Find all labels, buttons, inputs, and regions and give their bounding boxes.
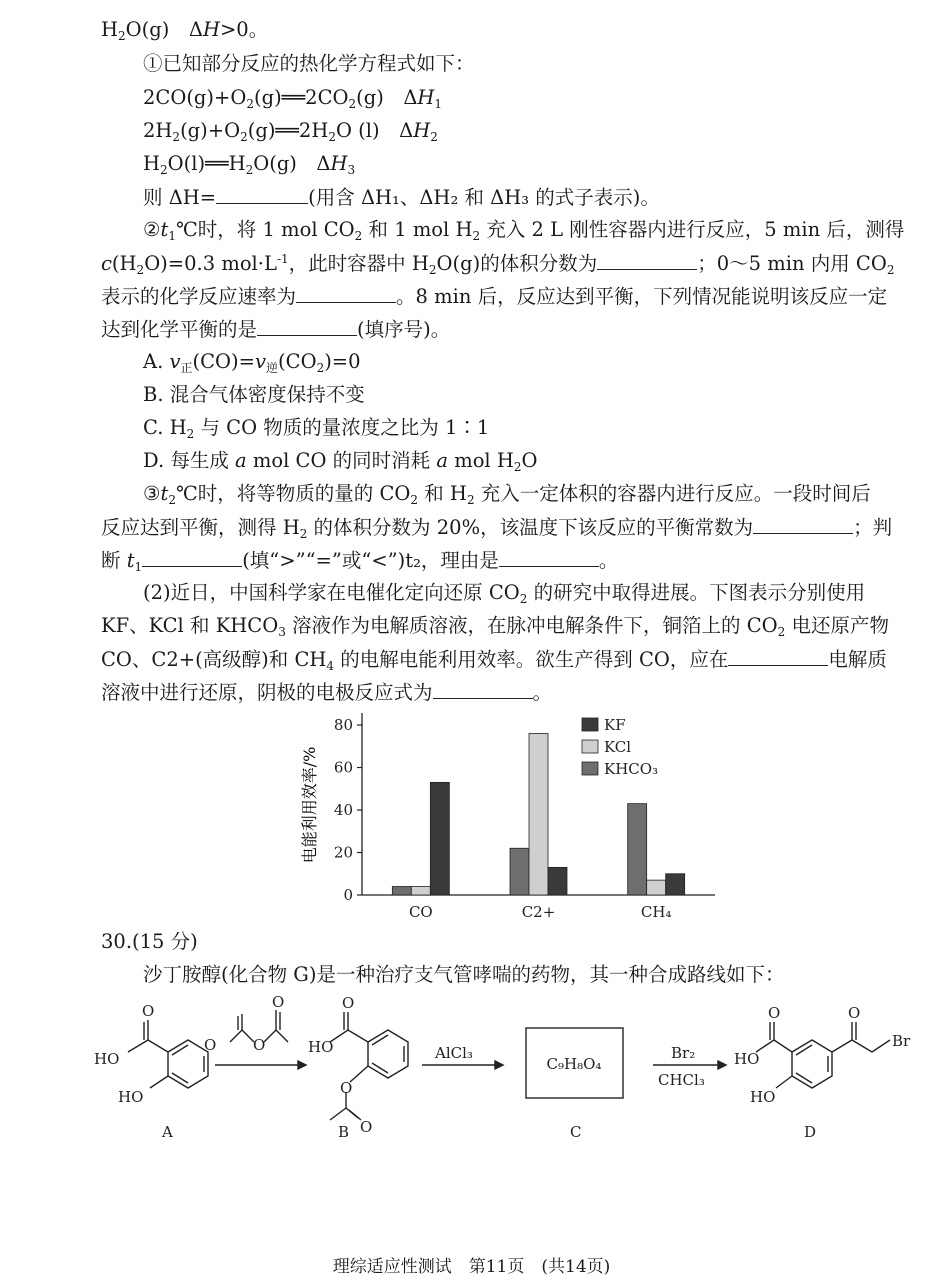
ho-label: HO bbox=[118, 1088, 144, 1106]
synthesis-scheme bbox=[80, 990, 920, 1150]
question-30-number: 30.(15 分) bbox=[101, 930, 198, 953]
subq1-intro: ①已知部分反应的热化学方程式如下： bbox=[143, 52, 475, 75]
y-tick-label: 40 bbox=[333, 801, 353, 819]
reagent-alcl3: AlCl₃ bbox=[435, 1044, 473, 1062]
line-continuation: $H_2O(g)$ ΔH>0。 bbox=[101, 18, 269, 43]
answer-blank[interactable] bbox=[142, 548, 242, 567]
compound-d-label: D bbox=[804, 1123, 817, 1141]
ho-label: HO bbox=[308, 1038, 334, 1056]
answer-blank[interactable] bbox=[296, 284, 396, 303]
legend-swatch bbox=[582, 762, 598, 775]
answer-blank[interactable] bbox=[499, 548, 599, 567]
y-axis-label: 电能利用效率/% bbox=[300, 746, 319, 864]
answer-blank[interactable] bbox=[753, 515, 853, 534]
o-label: O bbox=[253, 1036, 266, 1054]
bar-KCl-CO bbox=[411, 887, 430, 896]
legend-swatch bbox=[582, 740, 598, 753]
br-label: Br bbox=[892, 1032, 911, 1050]
bar-KCl-CH₄ bbox=[647, 880, 666, 895]
subq3-line3: 断 $t_1$ (填“>”“=”或“<”)t₂，理由是 。 bbox=[101, 549, 619, 574]
o-label: O bbox=[204, 1036, 217, 1054]
compound-b bbox=[308, 994, 408, 1141]
answer-blank[interactable] bbox=[216, 185, 308, 204]
answer-blank[interactable] bbox=[433, 680, 533, 699]
compound-b-label: B bbox=[338, 1123, 350, 1141]
bar-KHCO₃-C2+ bbox=[510, 848, 529, 895]
option-c: C. $H_2$ 与 CO 物质的量浓度之比为 1∶1 bbox=[143, 416, 490, 441]
o-label: O bbox=[848, 1004, 861, 1022]
equation-1: $2CO(g)+O_2(g)══2CO_2(g)$ $\Delta H_1$ bbox=[143, 86, 443, 111]
y-tick-label: 20 bbox=[333, 843, 353, 862]
x-tick-label: CO bbox=[408, 903, 433, 921]
compound-d bbox=[734, 1004, 911, 1141]
answer-blank[interactable] bbox=[597, 251, 697, 270]
o-label: O bbox=[142, 1002, 155, 1020]
option-d: D. 每生成 a mol CO 的同时消耗 a mol $H_2O$ bbox=[143, 449, 538, 474]
o-label: O bbox=[340, 1079, 353, 1097]
equation-3: $H_2O(l)══H_2O(g)$ $\Delta H_3$ bbox=[143, 152, 356, 177]
part2-line4: 溶液中进行还原，阴极的电极反应式为 。 bbox=[101, 681, 553, 704]
equation-2: $2H_2(g)+O_2(g)══2H_2O$ (l) $\Delta H_2$ bbox=[143, 119, 438, 144]
o-label: O bbox=[272, 993, 285, 1011]
o-label: O bbox=[768, 1004, 781, 1022]
compound-a-label: A bbox=[162, 1123, 173, 1141]
answer-blank[interactable] bbox=[728, 647, 828, 666]
subq2-line2: $c(H_2O)=0.3$ $mol\cdot L^{-1}$，此时容器中 $H_2O(g)$的体积分数为 ；0～5 min 内用 $CO_2$ bbox=[101, 252, 895, 277]
legend-label: KF bbox=[604, 716, 626, 734]
legend-label: KCl bbox=[604, 738, 632, 756]
subq3-line1: $③t_2℃$时，将等物质的量的 $CO_2$ 和 $H_2$ 充入一定体积的容器内进行反应。一段时间后 bbox=[143, 482, 871, 507]
legend-swatch bbox=[582, 718, 598, 731]
option-a: A. $v_正(CO)=v_逆(CO_2)=0$ bbox=[143, 350, 361, 375]
compound-c-label: C bbox=[570, 1123, 582, 1141]
x-tick-label: C2+ bbox=[521, 903, 556, 921]
page-footer: 理综适应性测试 第11页 (共14页) bbox=[332, 1257, 611, 1277]
efficiency-bar-chart bbox=[290, 705, 730, 925]
line-deltaH: 则 ΔH= (用含 ΔH₁、ΔH₂ 和 ΔH₃ 的式子表示)。 bbox=[143, 186, 660, 209]
compound-a bbox=[94, 1002, 208, 1141]
reagent-br2: Br₂ bbox=[671, 1044, 696, 1062]
answer-blank[interactable] bbox=[257, 317, 357, 336]
bar-KHCO₃-CH₄ bbox=[628, 804, 647, 895]
subq2-line1: $②t_1℃$时，将 1 mol $CO_2$ 和 1 mol $H_2$ 充入 2 L 刚性容器内进行反应，5 min 后，测得 bbox=[143, 218, 905, 243]
legend-label: KHCO₃ bbox=[604, 760, 659, 778]
bar-KF-CH₄ bbox=[666, 874, 685, 895]
bar-KF-C2+ bbox=[548, 867, 567, 895]
ho-label: HO bbox=[750, 1088, 776, 1106]
part2-line3: CO、C2+(高级醇)和 $CH_4$ 的电解电能利用效率。欲生产得到 CO，应在 电解质 bbox=[101, 648, 887, 673]
part2-line1: (2)近日，中国科学家在电催化定向还原 $CO_2$ 的研究中取得进展。下图表示分别使用 bbox=[143, 581, 866, 606]
acetic-anhydride bbox=[204, 993, 288, 1054]
part2-line2: KF、KCl 和 $KHCO_3$ 溶液作为电解质溶液，在脉冲电解条件下，铜箔上的 $CO_2$ 电还原产物 bbox=[101, 614, 889, 639]
x-tick-label: CH₄ bbox=[640, 903, 672, 921]
bar-KHCO₃-CO bbox=[392, 887, 411, 896]
bar-KCl-C2+ bbox=[529, 734, 548, 896]
ho-label: HO bbox=[734, 1050, 760, 1068]
compound-c-formula: C₉H₈O₄ bbox=[546, 1055, 602, 1073]
o-label: O bbox=[342, 994, 355, 1012]
reagent-chcl3: CHCl₃ bbox=[658, 1071, 705, 1089]
subq2-line3: 表示的化学反应速率为 。8 min 后，反应达到平衡，下列情况能说明该反应一定 bbox=[101, 285, 888, 308]
ho-label: HO bbox=[94, 1050, 120, 1068]
subq3-line2: 反应达到平衡，测得 $H_2$ 的体积分数为 20%，该温度下该反应的平衡常数为 ；判 bbox=[101, 516, 893, 541]
bar-KF-CO bbox=[430, 782, 449, 895]
subq2-line4: 达到化学平衡的是 (填序号)。 bbox=[101, 318, 451, 341]
y-tick-label: 80 bbox=[333, 716, 353, 734]
o-label: O bbox=[360, 1118, 373, 1136]
option-b: B. 混合气体密度保持不变 bbox=[143, 383, 365, 406]
y-tick-label: 60 bbox=[333, 758, 353, 777]
question-30-text: 沙丁胺醇(化合物 G)是一种治疗支气管哮喘的药物，其一种合成路线如下： bbox=[143, 963, 785, 986]
y-tick-label: 0 bbox=[343, 886, 353, 904]
